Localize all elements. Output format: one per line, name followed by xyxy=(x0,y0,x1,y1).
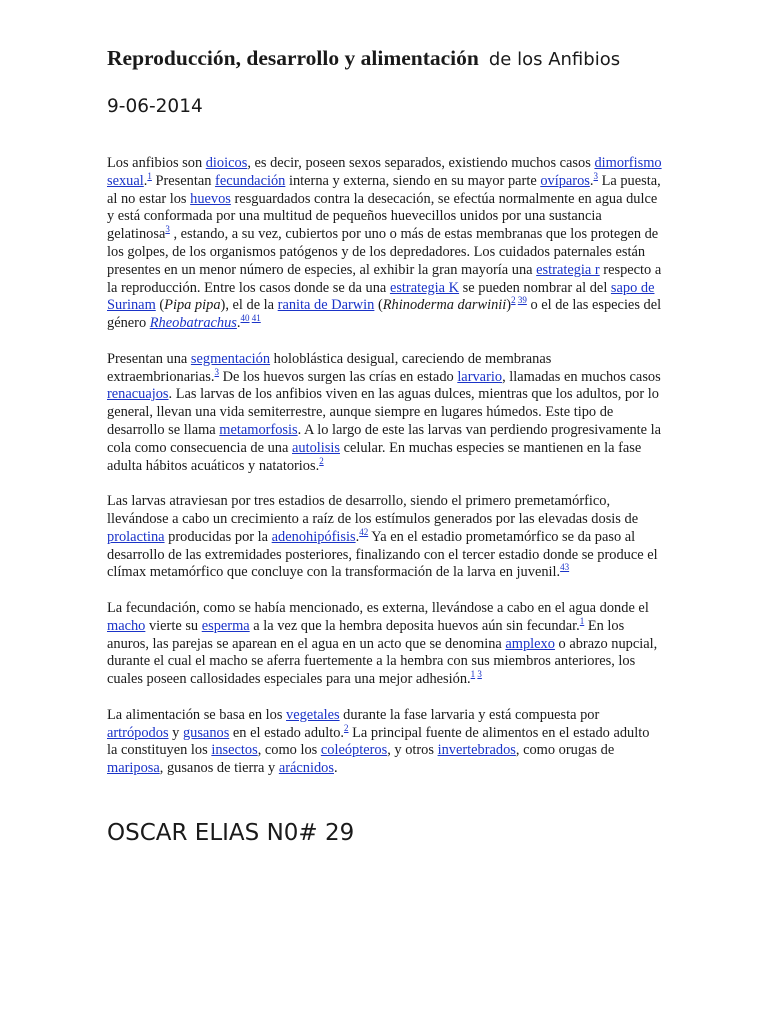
ref xyxy=(511,295,527,305)
ref xyxy=(359,527,368,537)
ref-link[interactable]: 2 xyxy=(511,295,516,306)
text: Las larvas atraviesan por tres estadios de desarrollo, siendo el primero premetamórfico, llevándose a cabo un crecimiento a raíz de los estímulos generados por las elevadas dosis de xyxy=(107,493,639,527)
ref xyxy=(471,669,482,679)
text: . Las larvas de los anfibios viven en las aguas dulces, mientras que los adultos, por lo general, llevan una vida semiterrestre, aunque siempre en lugares húmedos. Este tipo de desarrollo se llama xyxy=(107,386,659,438)
document-title xyxy=(107,46,620,71)
text: . xyxy=(333,760,338,777)
link-vegetales[interactable]: vegetales xyxy=(286,706,340,723)
link-renacuajos[interactable]: renacuajos xyxy=(107,386,169,403)
link-macho[interactable]: macho xyxy=(107,617,146,634)
text: . xyxy=(143,172,148,189)
link-oviparos[interactable]: ovíparos xyxy=(540,172,590,189)
ref-link[interactable]: 41 xyxy=(251,313,261,324)
text: Ya en el estadio prometamórfico se da paso al desarrollo de las extremidades posteriores, finalizando con el tercer estadio donde se produce el clímax metamórfico que concluye con la transformación de la larva en juvenil. xyxy=(107,528,658,581)
ref-link[interactable]: 3 xyxy=(214,366,219,377)
ref-link[interactable]: 2 xyxy=(344,722,349,733)
text: producidas por la xyxy=(164,528,272,545)
link-gusanos[interactable]: gusanos xyxy=(182,724,230,741)
link-estrategia-k[interactable]: estrategia K xyxy=(389,279,460,296)
text: resguardados contra la desecación, se efectúa normalmente en agua dulce y está conformada por una multitud de pequeños huevecillos unidos por una sustancia gelatinosa xyxy=(107,190,658,243)
text: y xyxy=(168,724,183,741)
text: respecto a la reproducción. Entre los casos donde se da una xyxy=(107,261,662,296)
link-rheobatrachus[interactable] xyxy=(150,315,237,331)
text: , estando, a su vez, cubiertos por uno o más de estas membranas que los protegen de los golpes, de los organismos patógenos y de los depredadores. Los cuidados paternales están presentes en un menor número de especies, al exhibir la gran mayoría una xyxy=(107,226,659,278)
text: ( xyxy=(374,297,383,314)
text: , como orugas de xyxy=(515,742,615,759)
link-sapo-de-surinam[interactable]: sapo de Surinam xyxy=(107,279,655,314)
text: La alimentación se basa en los xyxy=(107,706,287,723)
text: vierte su xyxy=(145,617,202,634)
link-metamorfosis[interactable]: metamorfosis xyxy=(219,421,298,438)
paragraph-reproduction xyxy=(107,155,663,333)
paragraph-fertilization xyxy=(107,600,663,689)
text: ( xyxy=(155,297,165,314)
paragraph-development xyxy=(107,351,663,476)
ref-link[interactable]: 42 xyxy=(359,526,369,537)
text: Presentan xyxy=(151,172,216,189)
link-artropodos[interactable]: artrópodos xyxy=(107,724,169,741)
link-estrategia-r[interactable]: estrategia r xyxy=(536,261,600,278)
link-adenohipofisis[interactable]: adenohipófisis xyxy=(271,528,356,545)
text: La principal fuente de alimentos en el estado adulto la constituyen los xyxy=(107,724,650,759)
paragraph-feeding xyxy=(107,707,663,778)
document-body xyxy=(107,155,663,796)
link-amplexo[interactable]: amplexo xyxy=(505,635,555,652)
text: interna y externa, siendo en su mayor parte xyxy=(285,172,541,189)
text: . xyxy=(355,528,360,545)
link-segmentacion[interactable]: segmentación xyxy=(190,350,271,367)
text: , llamadas en muchos casos xyxy=(502,368,661,385)
link-coleopteros[interactable]: coleópteros xyxy=(320,742,388,759)
ref-link[interactable]: 3 xyxy=(593,170,598,181)
link-dioicos[interactable]: dioicos xyxy=(205,155,248,171)
ref-link[interactable]: 40 xyxy=(240,313,250,324)
ref-link[interactable]: 1 xyxy=(147,170,152,181)
genus-name: Rheobatrachus xyxy=(149,315,237,332)
text: . xyxy=(236,315,241,332)
ref xyxy=(319,456,324,466)
text: La fecundación, como se había mencionado, es externa, llevándose a cabo en el agua donde el xyxy=(107,599,649,616)
text: , gusanos de tierra y xyxy=(159,760,279,777)
text: . A lo largo de este las larvas van perdiendo progresivamente la cola como consecuencia de una xyxy=(107,421,662,456)
ref xyxy=(560,562,569,572)
text: , y otros xyxy=(387,742,438,759)
link-dimorfismo-sexual[interactable]: dimorfismo sexual xyxy=(107,155,662,189)
text: se pueden nombrar al del xyxy=(459,279,611,296)
text: celular. En muchas especies se mantienen en la fase adulta hábitos acuáticos y natatorios. xyxy=(107,439,642,474)
ref-link[interactable]: 2 xyxy=(319,455,324,466)
link-aracnidos[interactable]: arácnidos xyxy=(278,760,334,777)
text: holoblástica desigual, careciendo de membranas extraembrionarias. xyxy=(107,350,552,385)
author-signature: OSCAR ELIAS N0# 29 xyxy=(107,820,355,846)
ref-link[interactable]: 1 xyxy=(579,615,585,626)
link-insectos[interactable]: insectos xyxy=(211,742,258,759)
text: en el estado adulto. xyxy=(229,724,345,741)
text: Presentan una xyxy=(107,350,191,367)
paragraph-larval-stages xyxy=(107,493,663,582)
link-ranita-de-darwin[interactable]: ranita de Darwin xyxy=(277,297,375,314)
link-fecundacion[interactable]: fecundación xyxy=(215,172,286,189)
link-autolisis[interactable]: autolisis xyxy=(292,439,340,456)
text: , es decir, poseen sexos separados, existiendo muchos casos xyxy=(247,155,595,171)
ref xyxy=(241,313,261,323)
ref-link[interactable]: 43 xyxy=(560,562,570,573)
link-prolactina[interactable]: prolactina xyxy=(107,528,165,545)
text: ), el de la xyxy=(220,297,278,314)
text: o abrazo nupcial, durante el cual el macho se aferra fuertemente a la hembra con sus miembros anteriores, los cuales poseen callosidades especiales para una mejor adhesión. xyxy=(107,635,658,688)
link-mariposa[interactable]: mariposa xyxy=(107,760,160,777)
text: . xyxy=(589,172,594,189)
species-name: Pipa pipa xyxy=(164,297,221,314)
text: durante la fase larvaria y está compuesta por xyxy=(339,706,600,723)
text: a la vez que la hembra deposita huevos aún sin fecundar. xyxy=(249,617,580,634)
link-esperma[interactable]: esperma xyxy=(201,617,250,634)
text: De los huevos surgen las crías en estado xyxy=(218,368,458,385)
text: Los anfibios son xyxy=(107,155,206,171)
title-rest-part: de los Anfibios xyxy=(488,49,621,70)
species-name: Rhinoderma darwinii xyxy=(382,297,507,314)
text: La puesta, al no estar los xyxy=(107,172,661,207)
ref-link[interactable]: 3 xyxy=(165,224,170,235)
link-invertebrados[interactable]: invertebrados xyxy=(437,742,516,759)
ref-link[interactable]: 39 xyxy=(517,295,527,306)
ref-link[interactable]: 1 xyxy=(470,669,476,680)
link-huevos[interactable]: huevos xyxy=(190,190,231,207)
title-bold-part: Reproducción, desarrollo y alimentación xyxy=(107,46,479,70)
link-larvario[interactable]: larvario xyxy=(457,368,503,385)
text: ) xyxy=(506,297,512,314)
ref-link[interactable]: 3 xyxy=(477,669,482,680)
document-date: 9-06-2014 xyxy=(107,96,203,117)
text: En los anuros, las parejas se aparean en el agua en un acto que se denomina xyxy=(107,617,625,652)
text: o el de las especies del género xyxy=(107,297,662,332)
text: , como los xyxy=(257,742,321,759)
